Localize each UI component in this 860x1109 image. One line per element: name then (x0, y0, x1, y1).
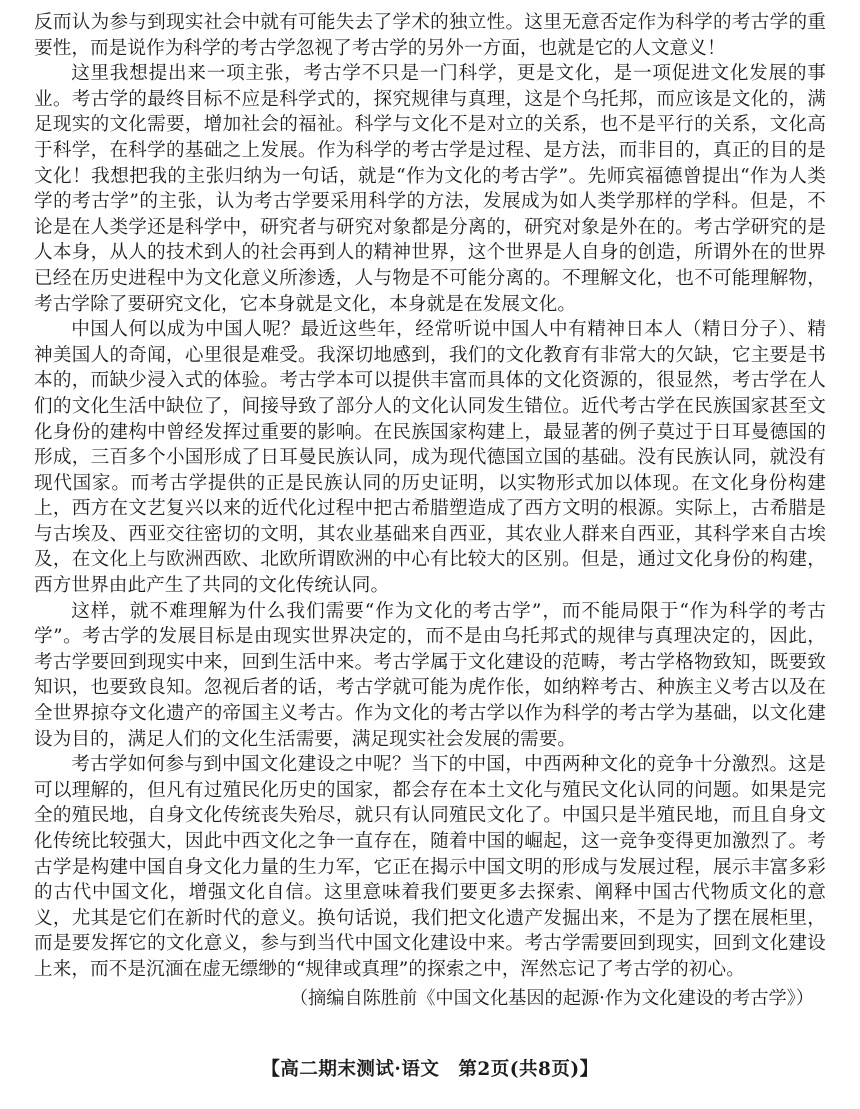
paragraph-1: 反而认为参与到现实社会中就有可能失去了学术的独立性。这里无意否定作为科学的考古学的重要性，而是说作为科学的考古学忽视了考古学的另外一方面，也就是它的人文意义！ (34, 12, 826, 59)
page-footer: 【高二期末测试·语文 第2页(共8页)】 (261, 1059, 599, 1080)
paragraph-2: 这里我想提出来一项主张，考古学不只是一门科学，更是文化，是一项促进文化发展的事业。考古学的最终目标不应是科学式的，探究规律与真理，这是个乌托邦，而应该是文化的，满足现实的文化需要，增加社会的福祉。科学与文化不是对立的关系，也不是平行的关系，文化高于科学，在科学的基础之上发展。作为科学的考古学是过程、是方法，而非目的，真正的目的是文化！我想把我的主张归纳为一句话，就是“作为文化的考古学”。先师宾福德曾提出“作为人类学的考古学”的主张，认为考古学要采用科学的方法，发展成为如人类学那样的学科。但是，不论是在人类学还是科学中，研究者与研究对象都是分离的，研究对象是外在的。考古学研究的是人本身，从人的技术到人的社会再到人的精神世界，这个世界是人自身的创造，所谓外在的世界已经在历史进程中为文化意义所渗透，人与物是不可能分离的。不理解文化，也不可能理解物，考古学除了要研究文化，它本身就是文化，本身就是在发展文化。 (34, 63, 826, 315)
paragraph-3: 中国人何以成为中国人呢？最近这些年，经常听说中国人中有精神日本人（精日分子）、精神美国人的奇闻，心里很是难受。我深切地感到，我们的文化教育有非常大的欠缺，它主要是书本的，而缺少浸入式的体验。考古学本可以提供丰富而具体的文化资源的，很显然，考古学在人们的文化生活中缺位了，间接导致了部分人的文化认同发生错位。近代考古学在民族国家甚至文化身份的建构中曾经发挥过重要的影响。在民族国家构建上，最显著的例子莫过于日耳曼德国的形成，三百多个小国形成了日耳曼民族认同，成为现代德国立国的基础。没有民族认同，就没有现代国家。而考古学提供的正是民族认同的历史证明，以实物形式加以体现。在文化身份构建上，西方在文艺复兴以来的近代化过程中把古希腊塑造成了西方文明的根源。实际上，古希腊是与古埃及、西亚交往密切的文明，其农业基础来自西亚，其农业人群来自西亚，其科学来自古埃及，在文化上与欧洲西欧、北欧所谓欧洲的中心有比较大的区别。但是，通过文化身份的构建，西方世界由此产生了共同的文化传统认同。 (34, 319, 826, 597)
paragraph-5: 考古学如何参与到中国文化建设之中呢？当下的中国，中西两种文化的竞争十分激烈。这是可以理解的，但凡有过殖民化历史的国家，都会存在本土文化与殖民文化认同的问题。如果是完全的殖民地，自身文化传统丧失殆尽，就只有认同殖民文化了。中国只是半殖民地，而且自身文化传统比较强大，因此中西文化之争一直存在，随着中国的崛起，这一竞争变得更加激烈了。考古学是构建中国自身文化力量的生力军，它正在揭示中国文明的形成与发展过程，展示丰富多彩的古代中国文化，增强文化自信。这里意味着我们要更多去探索、阐释中国古代物质文化的意义，尤其是它们在新时代的意义。换句话说，我们把文化遗产发掘出来，不是为了摆在展柜里，而是要发挥它的文化意义，参与到当代中国文化建设中来。考古学需要回到现实，回到文化建设上来，而不是沉湎在虚无缥缈的“规律或真理”的探索之中，浑然忘记了考古学的初心。 (34, 754, 826, 980)
source-citation: （摘编自陈胜前《中国文化基因的起源·作为文化建设的考古学》） (289, 987, 814, 1009)
paragraph-4: 这样，就不难理解为什么我们需要“作为文化的考古学”，而不能局限于“作为科学的考古学”。考古学的发展目标是由现实世界决定的，而不是由乌托邦式的规律与真理决定的，因此，考古学要回到现实中来，回到生活中来。考古学属于文化建设的范畴，考古学格物致知，既要致知识，也要致良知。忽视后者的话，考古学就可能为虎作伥，如纳粹考古、种族主义考古以及在全世界掠夺文化遗产的帝国主义考古。作为文化的考古学以作为科学的考古学为基础，以文化建设为目的，满足人们的文化生活需要，满足现实社会发展的需要。 (34, 600, 826, 750)
